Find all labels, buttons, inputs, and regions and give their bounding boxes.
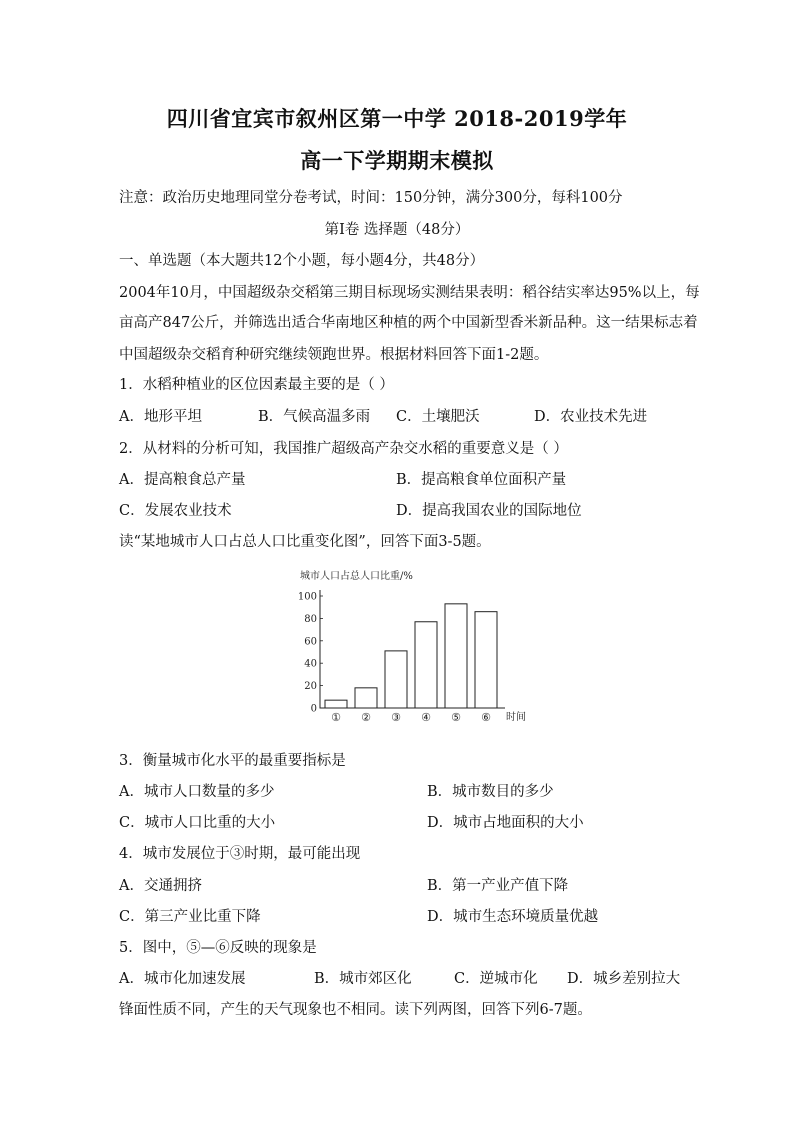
chart-bar xyxy=(415,622,437,708)
chart-y-tick-label: 80 xyxy=(304,613,317,625)
chart-y-tick-label: 40 xyxy=(304,658,317,670)
q1-option-d: D．农业技术先进 xyxy=(534,409,648,425)
q5-option-b: B．城市郊区化 xyxy=(314,971,412,987)
chart-y-tick-label: 100 xyxy=(297,591,317,603)
q5-option-d: D．城乡差别拉大 xyxy=(567,971,681,987)
chart-x-axis-label: 时间 xyxy=(506,712,526,723)
chart-bar xyxy=(325,700,347,708)
q1-option-a: A．地形平坦 xyxy=(119,409,202,425)
q5-stem: 5．图中，⑤—⑥反映的现象是 xyxy=(119,940,317,956)
urban-population-bar-chart xyxy=(296,565,541,730)
q3-option-c: C．城市人口比重的大小 xyxy=(119,815,276,831)
chart-y-axis-label: 城市人口占总人口比重/% xyxy=(300,571,413,582)
chart-x-tick-label: ① xyxy=(331,711,341,724)
chart-x-tick-label: ⑥ xyxy=(481,711,491,724)
exam-notice: 注意：政治历史地理同堂分卷考试，时间：150分钟，满分300分，每科100分 xyxy=(119,190,623,206)
chart-bar xyxy=(445,604,467,708)
q3-option-b: B．城市数目的多少 xyxy=(427,784,554,800)
q2-option-a: A．提高粮食总产量 xyxy=(119,472,246,488)
chart-y-tick-label: 60 xyxy=(304,636,317,648)
q4-stem: 4．城市发展位于③时期，最可能出现 xyxy=(119,846,361,862)
chart-bar xyxy=(385,651,407,708)
q1-stem: 1．水稻种植业的区位因素最主要的是（ ） xyxy=(119,377,394,393)
chart-bar xyxy=(355,688,377,708)
chart-x-tick-label: ④ xyxy=(421,711,431,724)
chart-x-ticks xyxy=(331,711,491,724)
q4-option-d: D．城市生态环境质量优越 xyxy=(427,909,599,925)
q3-option-d: D．城市占地面积的大小 xyxy=(427,815,584,831)
part-heading: 一、单选题（本大题共12个小题，每小题4分，共48分） xyxy=(119,253,485,269)
q3-option-a: A．城市人口数量的多少 xyxy=(119,784,275,800)
q4-option-a: A．交通拥挤 xyxy=(119,878,202,894)
q2-stem: 2．从材料的分析可知，我国推广超级高产杂交水稻的重要意义是（ ） xyxy=(119,441,568,457)
q2-option-b: B．提高粮食单位面积产量 xyxy=(396,472,567,488)
q5-option-c: C．逆城市化 xyxy=(454,971,538,987)
q4-option-c: C．第三产业比重下降 xyxy=(119,909,261,925)
passage-line-2: 亩高产847公斤，并筛选出适合华南地区种植的两个中国新型香米新品种。这一结果标志着 xyxy=(119,315,698,331)
chart-x-tick-label: ⑤ xyxy=(451,711,461,724)
chart-y-tick-label: 0 xyxy=(310,703,317,715)
q2-option-d: D．提高我国农业的国际地位 xyxy=(396,503,582,519)
chart-y-tick-label: 20 xyxy=(304,681,317,693)
q4-option-b: B．第一产业产值下降 xyxy=(427,878,569,894)
q1-option-c: C．土壤肥沃 xyxy=(396,409,480,425)
q5-option-a: A．城市化加速发展 xyxy=(119,971,246,987)
passage-line-1: 2004年10月，中国超级杂交稻第三期目标现场实测结果表明：稻谷结实率达95%以上，每 xyxy=(119,285,700,301)
section-heading: 第Ⅰ卷 选择题（48分） xyxy=(324,222,470,238)
exam-title-line2: 高一下学期期末模拟 xyxy=(300,148,494,173)
chart-x-tick-label: ② xyxy=(361,711,371,724)
chart-x-tick-label: ③ xyxy=(391,711,401,724)
chart-bars xyxy=(325,604,497,708)
passage-line-3: 中国超级杂交稻育种研究继续领跑世界。根据材料回答下面1-2题。 xyxy=(119,347,549,363)
q3-stem: 3．衡量城市化水平的最重要指标是 xyxy=(119,753,346,769)
q6-7-intro: 锋面性质不同，产生的天气现象也不相同。读下列两图，回答下列6-7题。 xyxy=(119,1002,592,1018)
exam-title-line1: 四川省宜宾市叙州区第一中学 2018-2019学年 xyxy=(166,106,628,131)
q2-option-c: C．发展农业技术 xyxy=(119,503,232,519)
q1-option-b: B．气候高温多雨 xyxy=(258,409,371,425)
chart-bar xyxy=(475,612,497,708)
chart-intro: 读“某地城市人口占总人口比重变化图”，回答下面3-5题。 xyxy=(119,534,491,550)
